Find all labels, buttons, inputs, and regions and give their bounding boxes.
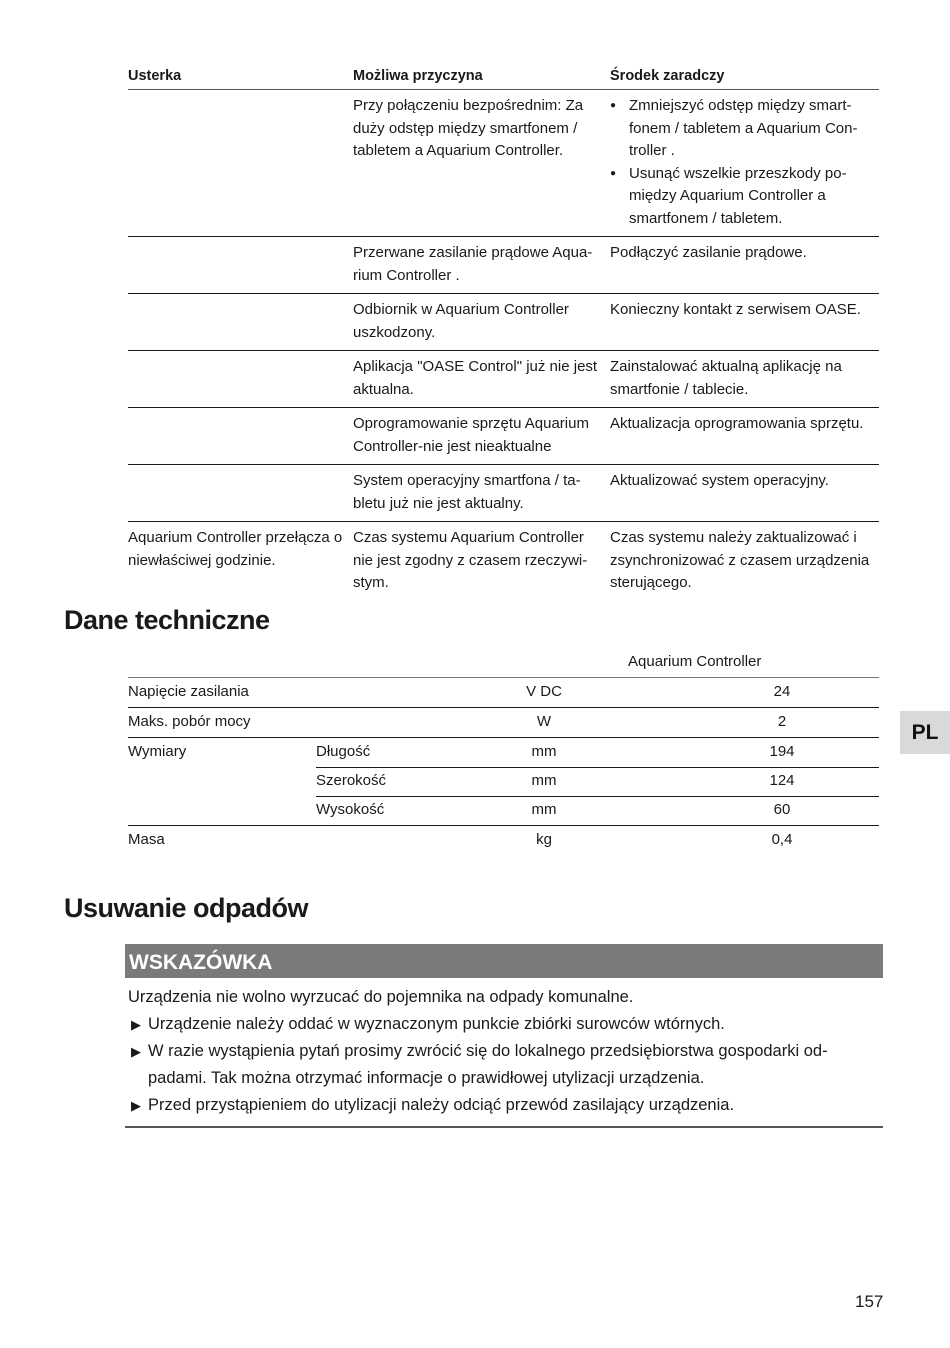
list-item: ● Zmniejszyć odstęp między smart-fonem / tabletem a Aquarium Con-troller . bbox=[610, 95, 879, 163]
table-row bbox=[128, 767, 879, 796]
table-row bbox=[128, 237, 879, 294]
triangle-right-icon: ▶ bbox=[131, 1044, 141, 1059]
row-value: 2 bbox=[777, 713, 787, 730]
table-row bbox=[128, 90, 879, 237]
row-value: 124 bbox=[769, 772, 795, 789]
header-fault: Usterka bbox=[128, 68, 182, 84]
troubleshooting-table bbox=[128, 68, 879, 601]
fault-cell bbox=[128, 413, 353, 458]
cause-cell: Czas systemu Aquarium Controller nie jest zgodny z czasem rzeczywi-stym. bbox=[353, 529, 588, 591]
notice-list bbox=[128, 1011, 880, 1119]
notice-intro: Urządzenia nie wolno wyrzucać do pojemnika na odpady komunalne. bbox=[128, 988, 634, 1006]
tech-data-heading: Dane techniczne bbox=[64, 605, 270, 635]
remedy-cell: Zainstalować aktualną aplikację na smartfonie / tablecie. bbox=[610, 358, 842, 398]
row-label: Wymiary bbox=[128, 743, 187, 760]
header-cause: Możliwa przyczyna bbox=[353, 68, 483, 84]
cause-cell: Aplikacja "OASE Control" już nie jest aktualna. bbox=[353, 358, 598, 398]
cause-cell: Przy połączeniu bezpośrednim: Za duży odstęp między smartfonem / tabletem a Aquarium Controller. bbox=[353, 97, 584, 159]
table-row bbox=[128, 738, 879, 767]
row-label: Napięcie zasilania bbox=[128, 683, 249, 700]
column-header: Aquarium Controller bbox=[628, 653, 762, 670]
fault-cell bbox=[128, 95, 353, 230]
table-row bbox=[128, 465, 879, 522]
row-label: Masa bbox=[128, 831, 165, 848]
table-row bbox=[128, 294, 879, 351]
language-tab: PL bbox=[900, 711, 950, 754]
cause-cell: Przerwane zasilanie prądowe Aqua-rium Controller . bbox=[353, 244, 593, 284]
row-value: 194 bbox=[769, 743, 795, 760]
table-header bbox=[128, 68, 879, 90]
fault-cell bbox=[128, 356, 353, 401]
remedy-cell: Czas systemu należy zaktualizować i zsynchronizować z czasem urządzenia sterującego. bbox=[610, 529, 870, 591]
list-item-text: Urządzenie należy oddać w wyznaczonym punkcie zbiórki surowców wtórnych. bbox=[148, 1015, 725, 1033]
remedy-cell: Aktualizacja oprogramowania sprzętu. bbox=[610, 415, 864, 432]
list-item-text: Przed przystąpieniem do utylizacji należy odciąć przewód zasilający urządzenia. bbox=[148, 1096, 735, 1114]
row-value: 24 bbox=[773, 683, 791, 700]
row-sublabel: Szerokość bbox=[316, 772, 387, 789]
disposal-heading: Usuwanie odpadów bbox=[64, 893, 309, 923]
table-row bbox=[128, 678, 879, 708]
table-row bbox=[128, 522, 879, 601]
fault-cell: Aquarium Controller przełącza o niewłaściwej godzinie. bbox=[128, 529, 343, 569]
remedy-cell: Podłączyć zasilanie prądowe. bbox=[610, 244, 807, 261]
remedy-bullet-list bbox=[610, 95, 879, 230]
row-unit: V DC bbox=[526, 683, 562, 700]
row-unit: mm bbox=[531, 743, 557, 760]
tech-data-table bbox=[128, 651, 879, 855]
cause-cell: Oprogramowanie sprzętu Aquarium Controller-nie jest nieaktualne bbox=[353, 415, 589, 455]
triangle-right-icon: ▶ bbox=[131, 1098, 141, 1113]
header-remedy: Środek zaradczy bbox=[610, 68, 725, 84]
fault-cell bbox=[128, 242, 353, 287]
row-unit: kg bbox=[536, 831, 552, 848]
list-item-text: W razie wystąpienia pytań prosimy zwrócić się do lokalnego przedsiębiorstwa gospodarki od-padami. Tak można otrzymać informacje o prawidłowej utylizacji urządzenia. bbox=[148, 1042, 828, 1087]
table-row bbox=[128, 351, 879, 408]
row-unit: mm bbox=[531, 772, 557, 789]
remedy-cell bbox=[610, 95, 879, 230]
row-label: Maks. pobór mocy bbox=[128, 713, 251, 730]
row-sublabel: Długość bbox=[316, 743, 371, 760]
row-value: 60 bbox=[773, 801, 791, 818]
row-unit: mm bbox=[531, 801, 557, 818]
page-number: 157 bbox=[855, 1292, 884, 1311]
row-unit: W bbox=[536, 713, 552, 730]
list-item: ● Usunąć wszelkie przeszkody po-między Aquarium Controller a smartfonem / tabletem. bbox=[610, 163, 879, 231]
notice-body bbox=[125, 978, 883, 1128]
table-row bbox=[128, 796, 879, 826]
cause-cell: Odbiornik w Aquarium Controller uszkodzony. bbox=[353, 301, 569, 341]
table-row bbox=[128, 826, 879, 855]
tech-data-header-row bbox=[128, 651, 879, 678]
table-row bbox=[128, 708, 879, 738]
list-item bbox=[128, 1038, 880, 1092]
fault-cell bbox=[128, 470, 353, 515]
list-item bbox=[128, 1092, 880, 1119]
row-sublabel: Wysokość bbox=[316, 801, 385, 818]
table-row bbox=[128, 408, 879, 465]
notice-title: WSKAZÓWKA bbox=[125, 944, 883, 978]
remedy-cell: Aktualizować system operacyjny. bbox=[610, 472, 829, 489]
row-value: 0,4 bbox=[771, 831, 793, 848]
remedy-cell: Konieczny kontakt z serwisem OASE. bbox=[610, 301, 861, 318]
fault-cell bbox=[128, 299, 353, 344]
list-item bbox=[128, 1011, 880, 1038]
triangle-right-icon: ▶ bbox=[131, 1017, 141, 1032]
cause-cell: System operacyjny smartfona / ta-bletu już nie jest aktualny. bbox=[353, 472, 581, 512]
notice-box bbox=[125, 944, 883, 1128]
